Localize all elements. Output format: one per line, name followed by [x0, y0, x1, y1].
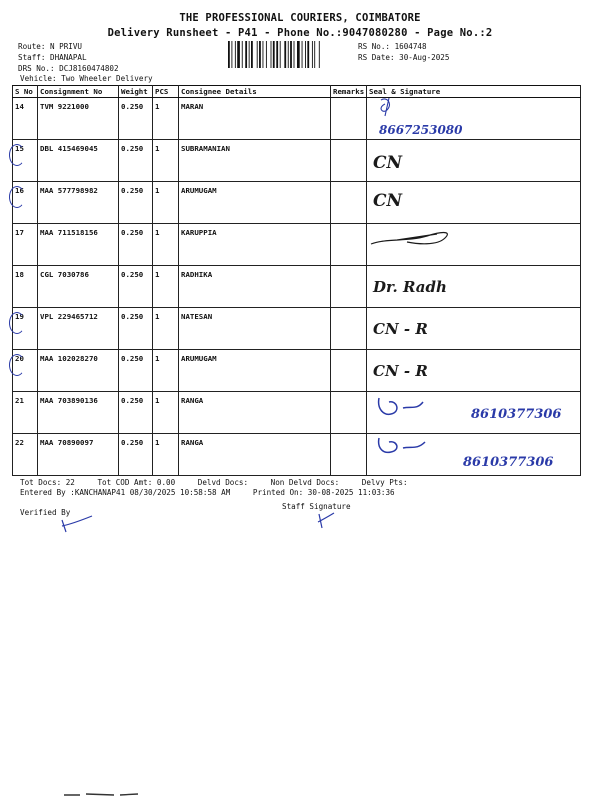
cell-weight [119, 182, 153, 224]
col-seal-signature: Seal & Signature [367, 86, 581, 98]
cell-weight [119, 266, 153, 308]
handwritten-signature [367, 346, 577, 392]
handwritten-signature [367, 262, 577, 308]
cell-remarks [331, 308, 367, 350]
cell-consignment-text: MAA 70890097 [40, 438, 94, 447]
col-consignee: Consignee Details [179, 86, 331, 98]
svg-text:Dr. Radh: Dr. Radh [373, 278, 447, 296]
cell-consignment [38, 98, 119, 140]
handwritten-signature [367, 304, 577, 350]
cell-consignment-text: TVM 9221000 [40, 102, 89, 111]
col-sno: S No [13, 86, 38, 98]
col-consignment: Consignment No [38, 86, 119, 98]
cell-sno [13, 182, 38, 224]
cell-remarks [331, 140, 367, 182]
cell-weight [119, 140, 153, 182]
totals-line [20, 478, 426, 487]
cell-consignment [38, 224, 119, 266]
scan-smudge [62, 790, 142, 798]
table-row [13, 182, 581, 224]
col-pcs: PCS [153, 86, 179, 98]
cell-weight [119, 98, 153, 140]
cell-pcs-text: 1 [155, 312, 160, 321]
table-row [13, 392, 581, 434]
handwritten-signature [367, 430, 577, 476]
cell-sno-text: 19 [15, 312, 24, 321]
circle-mark [9, 312, 25, 334]
cell-consignment [38, 266, 119, 308]
col-weight: Weight [119, 86, 153, 98]
cell-weight [119, 350, 153, 392]
cell-pcs [153, 224, 179, 266]
cell-signature [367, 350, 581, 392]
cell-remarks [331, 434, 367, 476]
table-row [13, 140, 581, 182]
staff-text: Staff: DHANAPAL [18, 53, 87, 62]
handwritten-signature [367, 178, 577, 224]
svg-text:CN: CN [373, 153, 403, 173]
cell-remarks [331, 224, 367, 266]
cell-pcs-text: 1 [155, 354, 160, 363]
cell-consignee-text: ARUMUGAM [181, 186, 217, 195]
cell-remarks [331, 182, 367, 224]
cell-weight-text: 0.250 [121, 144, 144, 153]
cell-consignment-text: VPL 229465712 [40, 312, 98, 321]
staff-tick-mark [314, 510, 338, 532]
cell-signature [367, 308, 581, 350]
col-remarks: Remarks [331, 86, 367, 98]
cell-weight-text: 0.250 [121, 228, 144, 237]
cell-signature [367, 98, 581, 140]
cell-signature [367, 266, 581, 308]
route-text: Route: N PRIVU [18, 42, 83, 51]
svg-text:8610377306: 8610377306 [463, 455, 554, 470]
cell-consignee-text: RANGA [181, 396, 204, 405]
cell-pcs [153, 434, 179, 476]
cell-sno [13, 98, 38, 140]
tot-cod: Tot COD Amt: 0.00 [97, 478, 176, 487]
cell-consignee [179, 98, 331, 140]
cell-weight-text: 0.250 [121, 312, 144, 321]
cell-remarks [331, 266, 367, 308]
cell-sno [13, 392, 38, 434]
circle-mark [9, 354, 25, 376]
cell-pcs [153, 98, 179, 140]
cell-consignee [179, 392, 331, 434]
svg-text:CN: CN [373, 191, 403, 211]
vehicle-text: Vehicle: Two Wheeler Delivery [20, 74, 153, 83]
cell-signature [367, 182, 581, 224]
cell-weight [119, 224, 153, 266]
printed-on: Printed On: 30-08-2025 11:03:36 [252, 488, 395, 497]
cell-weight [119, 434, 153, 476]
handwritten-signature [367, 388, 577, 434]
cell-pcs [153, 266, 179, 308]
rs-block [358, 41, 449, 63]
cell-consignment-text: MAA 703890136 [40, 396, 98, 405]
cell-weight [119, 308, 153, 350]
cell-sno [13, 308, 38, 350]
cell-sno [13, 266, 38, 308]
cell-consignee-text: KARUPPIA [181, 228, 217, 237]
cell-pcs-text: 1 [155, 228, 160, 237]
cell-weight-text: 0.250 [121, 438, 144, 447]
cell-sno-text: 14 [15, 102, 24, 111]
cell-weight-text: 0.250 [121, 396, 144, 405]
cell-signature [367, 140, 581, 182]
entered-by: Entered By :KANCHANAP41 08/30/2025 10:58:58 AM [20, 488, 231, 497]
cell-consignment [38, 350, 119, 392]
cell-pcs [153, 140, 179, 182]
cell-pcs-text: 1 [155, 270, 160, 279]
cell-consignment [38, 308, 119, 350]
table-row [13, 224, 581, 266]
cell-consignment-text: CGL 7030786 [40, 270, 89, 279]
cell-consignee [179, 182, 331, 224]
company-title: THE PROFESSIONAL COURIERS, COIMBATORE [179, 12, 421, 24]
svg-text:8610377306: 8610377306 [471, 407, 562, 422]
cell-signature [367, 392, 581, 434]
cell-consignee-text: RANGA [181, 438, 204, 447]
entered-printed-line [20, 488, 413, 497]
table-row [13, 308, 581, 350]
route-staff-block [18, 41, 119, 74]
handwritten-signature [367, 220, 577, 266]
cell-weight-text: 0.250 [121, 270, 144, 279]
cell-consignment-text: MAA 711518156 [40, 228, 98, 237]
tot-docs: Tot Docs: 22 [20, 478, 75, 487]
cell-consignee [179, 434, 331, 476]
cell-pcs [153, 350, 179, 392]
circle-mark [9, 144, 25, 166]
cell-pcs-text: 1 [155, 438, 160, 447]
cell-remarks [331, 392, 367, 434]
table-row [13, 350, 581, 392]
cell-consignment [38, 140, 119, 182]
cell-consignee-text: SUBRAMANIAN [181, 144, 230, 153]
cell-weight [119, 392, 153, 434]
cell-remarks [331, 350, 367, 392]
verified-tick-mark [58, 514, 98, 538]
table-row [13, 98, 581, 140]
cell-pcs [153, 392, 179, 434]
cell-sno-text: 22 [15, 438, 24, 447]
cell-sno-text: 16 [15, 186, 24, 195]
cell-pcs-text: 1 [155, 144, 160, 153]
cell-consignee [179, 224, 331, 266]
cell-signature [367, 434, 581, 476]
cell-pcs-text: 1 [155, 102, 160, 111]
cell-sno-text: 21 [15, 396, 24, 405]
runsheet-subtitle: Delivery Runsheet - P41 - Phone No.:9047080280 - Page No.:2 [107, 27, 493, 39]
staff-signature-label: Staff Signature [282, 502, 351, 511]
cell-sno-text: 17 [15, 228, 24, 237]
rs-date: RS Date: 30-Aug-2025 [358, 53, 450, 62]
cell-consignee-text: RADHIKA [181, 270, 213, 279]
cell-pcs-text: 1 [155, 186, 160, 195]
drs-number: DRS No.: DCJ8160474802 [18, 64, 119, 73]
cell-sno [13, 140, 38, 182]
cell-consignee-text: MARAN [181, 102, 204, 111]
cell-consignee-text: ARUMUGAM [181, 354, 217, 363]
cell-consignment [38, 392, 119, 434]
delvy-pts: Delvy Pts: [361, 478, 408, 487]
svg-text:CN - R: CN - R [373, 320, 428, 338]
table-row [13, 266, 581, 308]
cell-weight-text: 0.250 [121, 354, 144, 363]
cell-consignee [179, 266, 331, 308]
verified-by: Verified By [20, 508, 71, 517]
cell-sno [13, 434, 38, 476]
circle-mark [9, 186, 25, 208]
non-delvd-docs: Non Delvd Docs: [270, 478, 340, 487]
cell-signature [367, 224, 581, 266]
cell-sno [13, 224, 38, 266]
cell-pcs [153, 308, 179, 350]
table-row [13, 434, 581, 476]
cell-consignee [179, 140, 331, 182]
cell-consignment [38, 182, 119, 224]
cell-consignment-text: MAA 577798982 [40, 186, 98, 195]
rs-number: RS No.: 1604748 [358, 42, 427, 51]
delvd-docs: Delvd Docs: [197, 478, 249, 487]
cell-pcs [153, 182, 179, 224]
cell-sno-text: 20 [15, 354, 24, 363]
cell-consignment [38, 434, 119, 476]
cell-sno-text: 18 [15, 270, 24, 279]
cell-consignment-text: MAA 102028270 [40, 354, 98, 363]
cell-consignee-text: NATESAN [181, 312, 213, 321]
handwritten-signature [367, 94, 577, 140]
svg-text:8667253080: 8667253080 [379, 123, 463, 137]
handwritten-signature [367, 136, 577, 182]
svg-text:CN - R: CN - R [373, 362, 428, 380]
cell-sno-text: 15 [15, 144, 24, 153]
cell-consignee [179, 308, 331, 350]
cell-consignee [179, 350, 331, 392]
barcode [228, 41, 354, 68]
cell-consignment-text: DBL 415469045 [40, 144, 98, 153]
cell-pcs-text: 1 [155, 396, 160, 405]
runsheet-table [12, 85, 581, 476]
cell-remarks [331, 98, 367, 140]
cell-weight-text: 0.250 [121, 186, 144, 195]
cell-sno [13, 350, 38, 392]
cell-weight-text: 0.250 [121, 102, 144, 111]
